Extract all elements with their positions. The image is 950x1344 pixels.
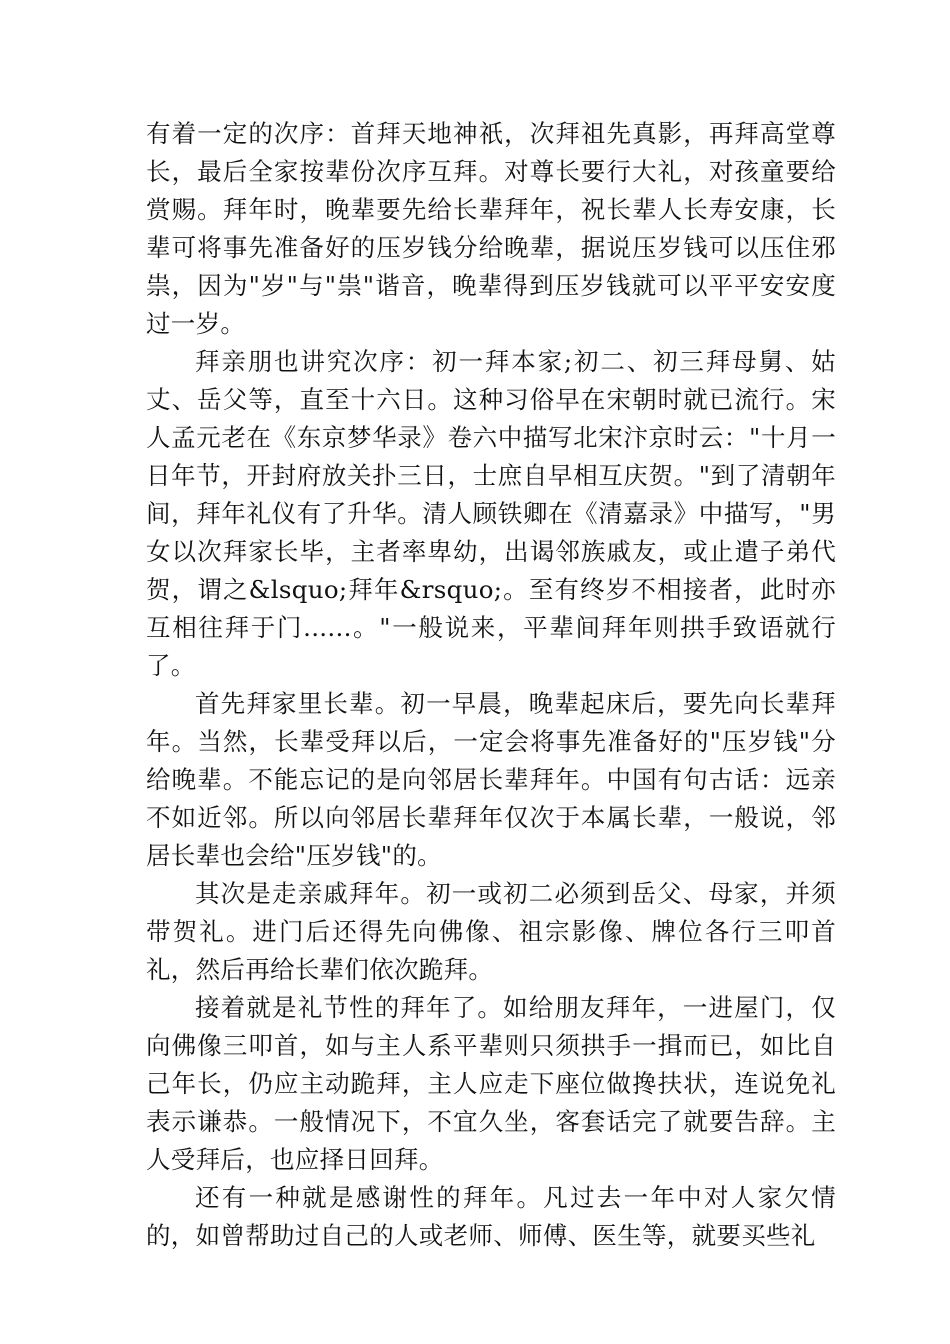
paragraph-4: 其次是走亲戚拜年。初一或初二必须到岳父、母家，并须带贺礼。进门后还得先向佛像、祖宗影像、牌位各行三叩首礼，然后再给长辈们依次跪拜。 (146, 879, 836, 984)
paragraph-6: 还有一种就是感谢性的拜年。凡过去一年中对人家欠情的，如曾帮助过自己的人或老师、师傅、医生等，就要买些礼 (146, 1183, 836, 1250)
body-text (146, 115, 836, 1255)
paragraph-2: 拜亲朋也讲究次序：初一拜本家;初二、初三拜母舅、姑丈、岳父等，直至十六日。这种习俗早在宋朝时就已流行。宋人孟元老在《东京梦华录》卷六中描写北宋汴京时云："十月一日年节，开封府放关扑三日，士庶自早相互庆贺。"到了清朝年间，拜年礼仪有了升华。清人顾铁卿在《清嘉录》中描写，"男女以次拜家长毕，主者率卑幼，出谒邻族戚友，或止遣子弟代贺，谓之&lsquo;拜年&rsquo;。至有终岁不相接者，此时亦互相往拜于门......。"一般说来，平辈间拜年则拱手致语就行了。 (146, 347, 836, 680)
paragraph-5: 接着就是礼节性的拜年了。如给朋友拜年，一进屋门，仅向佛像三叩首，如与主人系平辈则只须拱手一揖而已，如比自己年长，仍应主动跪拜，主人应走下座位做搀扶状，连说免礼表示谦恭。一般情况下，不宜久坐，客套话完了就要告辞。主人受拜后，也应择日回拜。 (146, 993, 836, 1174)
paragraph-3: 首先拜家里长辈。初一早晨，晚辈起床后，要先向长辈拜年。当然，长辈受拜以后，一定会将事先准备好的"压岁钱"分给晚辈。不能忘记的是向邻居长辈拜年。中国有句古话：远亲不如近邻。所以向邻居长辈拜年仅次于本属长辈，一般说，邻居长辈也会给"压岁钱"的。 (146, 689, 836, 870)
paragraph-1: 有着一定的次序：首拜天地神祇，次拜祖先真影，再拜高堂尊长，最后全家按辈份次序互拜。对尊长要行大礼，对孩童要给赏赐。拜年时，晚辈要先给长辈拜年，祝长辈人长寿安康，长辈可将事先准备好的压岁钱分给晚辈，据说压岁钱可以压住邪祟，因为"岁"与"祟"谐音，晚辈得到压岁钱就可以平平安安度过一岁。 (146, 119, 836, 338)
